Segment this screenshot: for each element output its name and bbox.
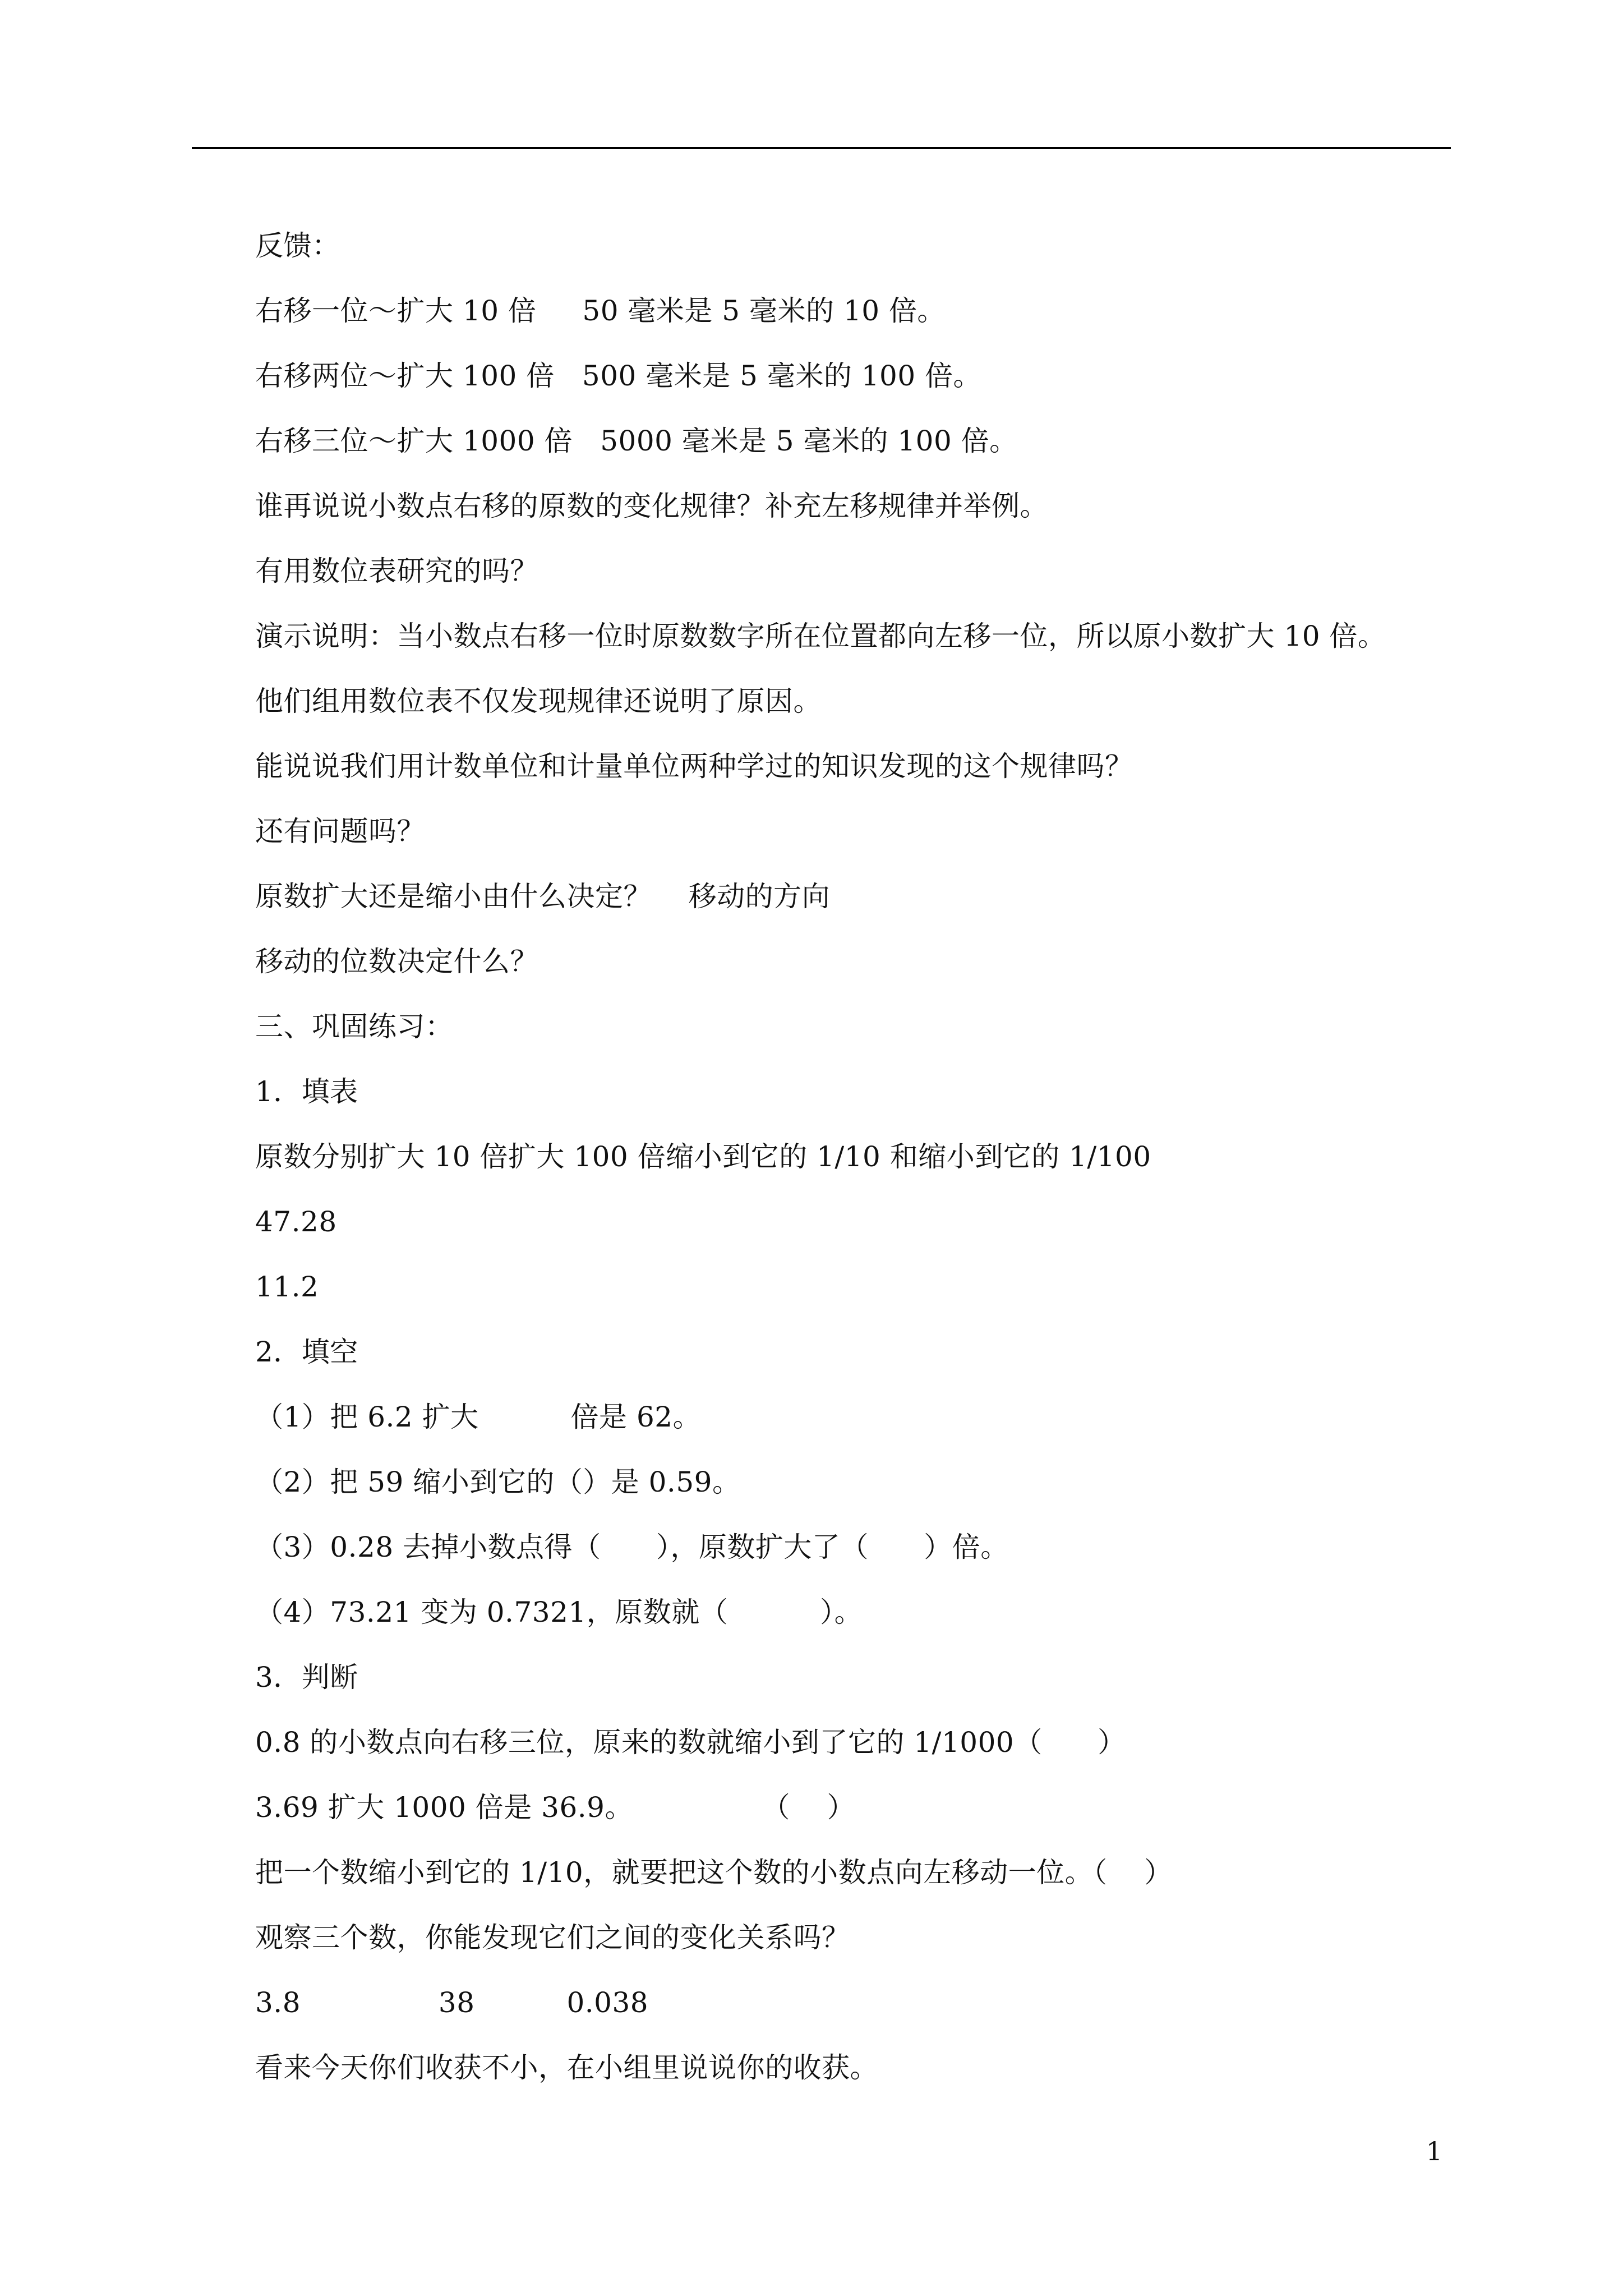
text-line: 演示说明：当小数点右移一位时原数数字所在位置都向左移一位，所以原小数扩大 10 倍。 [255,620,1386,652]
text-line: 右移一位～扩大 10 倍 50 毫米是 5 毫米的 10 倍。 [255,295,946,327]
text-line: 右移两位～扩大 100 倍 500 毫米是 5 毫米的 100 倍。 [255,360,982,392]
header-rule [192,147,1451,149]
text-line: （2）把 59 缩小到它的（）是 0.59。 [255,1466,741,1498]
text-line: 把一个数缩小到它的 1/10，就要把这个数的小数点向左移动一位。（ ） [255,1856,1173,1889]
text-line: 0.8 的小数点向右移三位，原来的数就缩小到了它的 1/1000（ ） [255,1726,1126,1759]
text-line: 11.2 [255,1271,319,1303]
text-line: 还有问题吗？ [255,815,425,848]
text-line: 右移三位～扩大 1000 倍 5000 毫米是 5 毫米的 100 倍。 [255,425,1018,457]
text-line: （1）把 6.2 扩大 倍是 62。 [255,1401,702,1433]
exercise-heading: 1．填表 [255,1075,358,1108]
exercise-heading: 2．填空 [255,1336,358,1368]
text-line: 3.69 扩大 1000 倍是 36.9。 （ ） [255,1791,856,1824]
text-line: 移动的位数决定什么？ [255,945,538,978]
section-heading: 三、巩固练习： [255,1010,454,1043]
text-line: 看来今天你们收获不小，在小组里说说你的收获。 [255,2051,878,2084]
text-line: 有用数位表研究的吗？ [255,555,538,587]
text-line: 他们组用数位表不仅发现规律还说明了原因。 [255,685,822,717]
page-number: 1 [1426,2136,1442,2166]
text-line: （3）0.28 去掉小数点得（ ），原数扩大了（ ）倍。 [255,1531,1009,1563]
text-line: 谁再说说小数点右移的原数的变化规律？补充左移规律并举例。 [255,490,1048,522]
text-line: 原数扩大还是缩小由什么决定？ 移动的方向 [255,880,831,913]
text-line: 能说说我们用计数单位和计量单位两种学过的知识发现的这个规律吗？ [255,750,1133,783]
text-line: 3.8 38 0.038 [255,1986,649,2019]
text-line: （4）73.21 变为 0.7321，原数就（ ）。 [255,1596,863,1628]
text-line: 原数分别扩大 10 倍扩大 100 倍缩小到它的 1/10 和缩小到它的 1/100 [255,1140,1151,1173]
document-body [255,213,1433,2100]
text-line: 47.28 [255,1205,337,1238]
feedback-heading: 反馈： [255,229,340,262]
exercise-heading: 3．判断 [255,1661,358,1694]
text-line: 观察三个数，你能发现它们之间的变化关系吗？ [255,1921,850,1954]
